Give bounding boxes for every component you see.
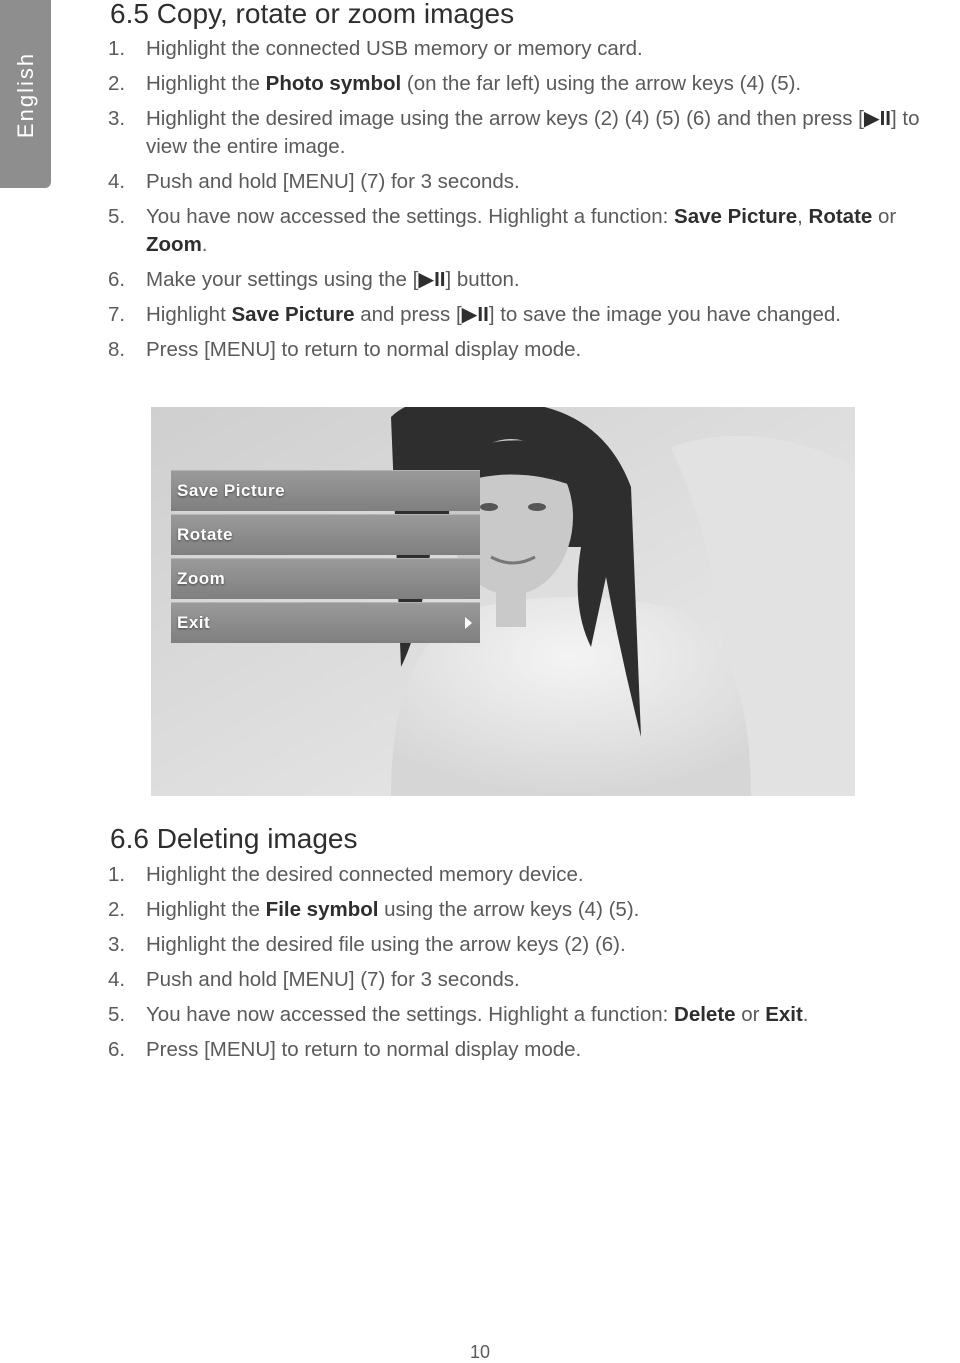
step-text: Highlight the Photo symbol (on the far left) using the arrow keys (4) (5). bbox=[146, 72, 802, 95]
step-item bbox=[108, 301, 958, 329]
step-number: 4. bbox=[108, 968, 126, 991]
step-item bbox=[108, 931, 958, 959]
step-text: Highlight the desired image using the arrow keys (2) (4) (5) (6) and then press [▶II] to view the entire image. bbox=[146, 107, 920, 158]
menu-item-rotate[interactable] bbox=[171, 514, 480, 555]
step-item bbox=[108, 1001, 958, 1029]
step-number: 4. bbox=[108, 170, 126, 193]
step-text: Highlight the desired file using the arrow keys (2) (6). bbox=[146, 933, 626, 956]
step-number: 5. bbox=[108, 1003, 126, 1026]
step-item bbox=[108, 336, 958, 364]
menu-label-zoom: Zoom bbox=[177, 569, 226, 588]
step-text: Highlight the File symbol using the arrow keys (4) (5). bbox=[146, 898, 640, 921]
step-text: Push and hold [MENU] (7) for 3 seconds. bbox=[146, 968, 520, 991]
menu-label-rotate: Rotate bbox=[177, 525, 233, 544]
settings-menu bbox=[171, 470, 480, 646]
step-number: 7. bbox=[108, 303, 126, 326]
step-number: 6. bbox=[108, 1038, 126, 1061]
step-number: 2. bbox=[108, 72, 126, 95]
menu-item-zoom[interactable] bbox=[171, 558, 480, 599]
step-text: Press [MENU] to return to normal display mode. bbox=[146, 338, 582, 361]
step-text: Highlight the desired connected memory device. bbox=[146, 863, 584, 886]
step-text: You have now accessed the settings. Highlight a function: Delete or Exit. bbox=[146, 1003, 809, 1026]
step-item bbox=[108, 70, 958, 98]
step-number: 8. bbox=[108, 338, 126, 361]
menu-label-save-picture: Save Picture bbox=[177, 481, 286, 500]
step-number: 2. bbox=[108, 898, 126, 921]
step-item bbox=[108, 266, 958, 294]
page-number: 10 bbox=[469, 1342, 491, 1362]
play-arrow-icon bbox=[465, 617, 472, 629]
step-number: 3. bbox=[108, 933, 126, 956]
steps-list-deleting-images bbox=[108, 861, 958, 1071]
step-text: Make your settings using the [▶II] button. bbox=[146, 268, 520, 291]
step-item bbox=[108, 1036, 958, 1064]
step-number: 1. bbox=[108, 863, 126, 886]
menu-item-exit[interactable] bbox=[171, 602, 480, 643]
step-item bbox=[108, 105, 958, 161]
step-text: Press [MENU] to return to normal display mode. bbox=[146, 1038, 582, 1061]
step-item bbox=[108, 35, 958, 63]
step-number: 6. bbox=[108, 268, 126, 291]
menu-label-exit: Exit bbox=[177, 613, 211, 632]
section-title-deleting-images: 6.6 Deleting images bbox=[110, 823, 358, 854]
language-tab bbox=[0, 0, 51, 188]
step-item bbox=[108, 896, 958, 924]
menu-item-save-picture[interactable] bbox=[171, 470, 480, 511]
step-item bbox=[108, 861, 958, 889]
steps-list-copy-rotate-zoom bbox=[108, 35, 958, 371]
step-number: 1. bbox=[108, 37, 126, 60]
step-item bbox=[108, 966, 958, 994]
step-item bbox=[108, 203, 958, 259]
section-title-copy-rotate-zoom: 6.5 Copy, rotate or zoom images bbox=[110, 0, 515, 29]
screen-photo bbox=[151, 407, 855, 796]
step-text: Highlight the connected USB memory or memory card. bbox=[146, 37, 643, 60]
step-text: Push and hold [MENU] (7) for 3 seconds. bbox=[146, 170, 520, 193]
language-label: English bbox=[12, 51, 38, 139]
step-text: Highlight Save Picture and press [▶II] to save the image you have changed. bbox=[146, 303, 841, 326]
step-number: 3. bbox=[108, 107, 126, 130]
step-number: 5. bbox=[108, 205, 126, 228]
step-text: You have now accessed the settings. Highlight a function: Save Picture, Rotate or Zoom. bbox=[146, 205, 897, 256]
step-item bbox=[108, 168, 958, 196]
